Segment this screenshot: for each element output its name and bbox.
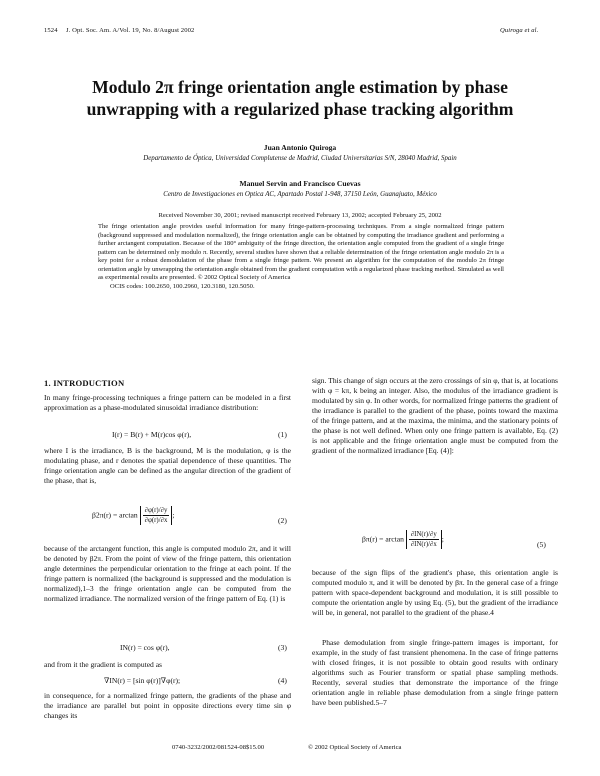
left-para-1 bbox=[44, 393, 291, 413]
equation-5-lhs: βπ(r) = arctan bbox=[362, 534, 404, 544]
right-para-1-text: sign. This change of sign occurs at the zero crossings of sin φ, that is, at locations with φ = kπ, k being an integer. Also, the modulus of the irradiance gradient is modulated by sin φ. In other words, for normalized fringe patterns the gradient of the irradiance is parallel to the gradient of the phase, points toward the maxima of the fringe pattern, and at the maxima, the minima, and the stationary points of the phase is not well defined. When only one fringe pattern is available, Eq. (2) is not applicable and the fringe orientation angle must be computed from the gradient of the normalized irradiance [Eq. (4)]: bbox=[312, 376, 558, 456]
right-para-3 bbox=[312, 638, 558, 708]
left-para-1-text: In many fringe-processing techniques a fringe pattern can be modeled in a first approximation as a phase-modulated sinusoidal irradiance distribution: bbox=[44, 393, 291, 413]
left-para-4 bbox=[44, 660, 291, 670]
author-2: Manuel Servin and Francisco Cuevas bbox=[239, 179, 361, 188]
left-para-3 bbox=[44, 544, 291, 604]
section-heading: 1. INTRODUCTION bbox=[44, 378, 125, 388]
equation-4-number: (4) bbox=[278, 676, 287, 685]
equation-5-bracket bbox=[406, 530, 442, 549]
equation-2-numerator: ∂φ(r)/∂y bbox=[144, 507, 168, 514]
left-para-4-text: and from it the gradient is computed as bbox=[44, 660, 162, 669]
equation-4: ∇IN(r) = [sin φ(r)]∇φ(r); bbox=[104, 676, 181, 685]
left-para-3-text: because of the arctangent function, this angle is computed modulo 2π, and it will be denoted by β2π. From the point of view of the fringe pattern, this orientation angle determines the perpendicular orientation to the fringe at each point. If the fringe pattern is normalized (the background is suppressed and the modulation is normalized),1–3 the fringe orientation angle can be computed from the normalized irradiance. The normalized version of the fringe pattern of Eq. (1) is bbox=[44, 544, 291, 604]
equation-2-number: (2) bbox=[278, 516, 287, 525]
left-para-5 bbox=[44, 691, 291, 721]
equation-3-number: (3) bbox=[278, 643, 287, 652]
abstract bbox=[98, 223, 504, 291]
equation-2-denominator: ∂φ(r)/∂x bbox=[144, 517, 168, 524]
equation-5-denominator: ∂IN(r)/∂x bbox=[410, 541, 437, 548]
equation-2-lhs: β2π(r) = arctan bbox=[92, 510, 138, 520]
right-para-1 bbox=[312, 376, 558, 456]
ocis-codes: OCIS codes: 100.2650, 100.2960, 120.3180, 120.5050. bbox=[110, 282, 255, 290]
author-1: Juan Antonio Quiroga bbox=[263, 143, 337, 152]
equation-2-bracket bbox=[140, 506, 173, 525]
footer-copyright: © 2002 Optical Society of America bbox=[308, 744, 402, 751]
left-para-5-text: in consequence, for a normalized fringe pattern, the gradients of the phase and the irradiance are parallel but point in opposite directions every time sin φ changes its bbox=[44, 691, 291, 721]
affiliation-2: Centro de Investigaciones en Optica AC, Apartado Postal 1-948, 37150 León, Guanajuato, México bbox=[163, 191, 437, 198]
received-dates: Received November 30, 2001; revised manuscript received February 13, 2002; accepted February 25, 2002 bbox=[158, 212, 442, 219]
page-number: 1524 bbox=[44, 27, 58, 34]
affiliation-1: Departamento de Óptica, Universidad Complutense de Madrid, Ciudad Universitarias S/N, 28040 Madrid, Spain bbox=[143, 155, 457, 162]
equation-5-fraction bbox=[409, 530, 439, 549]
right-para-2 bbox=[312, 568, 558, 618]
right-para-2-text: because of the sign flips of the gradient's phase, this orientation angle is computed modulo π, and it will be denoted by βπ. In the general case of a fringe pattern with space-dependent background and modulation, it is still possible to compute the orientation angle by using Eq. (5), but the gradient of the irradiance will be, in general, not parallel to the gradient of the phase.4 bbox=[312, 568, 558, 618]
equation-1-number: (1) bbox=[278, 430, 287, 439]
equation-2: β2π(r) = arctan $\frac{\partial\varphi(r)/\partial y}{\partial\varphi(r)/\partial x}$ ; bbox=[92, 507, 175, 524]
right-para-3-text: Phase demodulation from single fringe-pattern images is important, for example, in the study of fast transient phenomena. In the case of fringe patterns with closed fringes, it is not possible to obtain good results with ordinary algorithms such as Fourier transform or spatial phase sampling methods. Recently, several studies that demonstrate the importance of the fringe orientation angle in reliable phase demodulation from a single fringe pattern have been published.5–7 bbox=[312, 638, 558, 708]
equation-5: βπ(r) = arctan $\frac{\partial IN(r)/\partial y}{\partial IN(r)/\partial x}$ ; bbox=[362, 531, 444, 548]
equation-3: IN(r) = cos φ(r), bbox=[120, 643, 170, 652]
paper-title: Modulo 2π fringe orientation angle estimation by phase unwrapping with a regularized phase tracking algorithm bbox=[86, 77, 514, 119]
equation-5-number: (5) bbox=[537, 540, 546, 549]
journal-citation: J. Opt. Soc. Am. A/Vol. 19, No. 8/August 2002 bbox=[66, 27, 195, 34]
equation-5-numerator: ∂IN(r)/∂y bbox=[410, 531, 437, 538]
running-authors: Quiroga et al. bbox=[500, 27, 539, 34]
left-para-2 bbox=[44, 446, 291, 486]
equation-1: I(r) = B(r) + M(r)cos φ(r), bbox=[112, 430, 192, 439]
footer-code: 0740-3232/2002/081524-08$15.00 bbox=[172, 744, 265, 751]
equation-2-fraction bbox=[143, 506, 170, 525]
abstract-text: The fringe orientation angle provides useful information for many fringe-pattern-processing techniques. From a single normalized fringe pattern (background suppressed and modulation normalized), the fringe orientation angle can be obtained by computing the irradiance gradient and performing a further arctangent computation. Because of the 180° ambiguity of the fringe direction, the orientation angle computed from the gradient of a single fringe pattern can be determined only modulo π. Recently, several studies have shown that a reliable determination of the fringe orientation angle modulo 2π is a key point for a robust demodulation of the phase from a single fringe pattern. We present an algorithm for the computation of the modulo 2π fringe orientation angle by unwrapping the orientation angle obtained from the gradient computation with a regularized phase tracking method. Simulated as well as experimental results are presented. © 2002 Optical Society of America bbox=[98, 223, 504, 282]
left-para-2-text: where I is the irradiance, B is the background, M is the modulation, φ is the modulating phase, and r denotes the spatial dependence of these quantities. The fringe orientation angle can be defined as the angular direction of the gradient of the phase, that is, bbox=[44, 446, 291, 486]
